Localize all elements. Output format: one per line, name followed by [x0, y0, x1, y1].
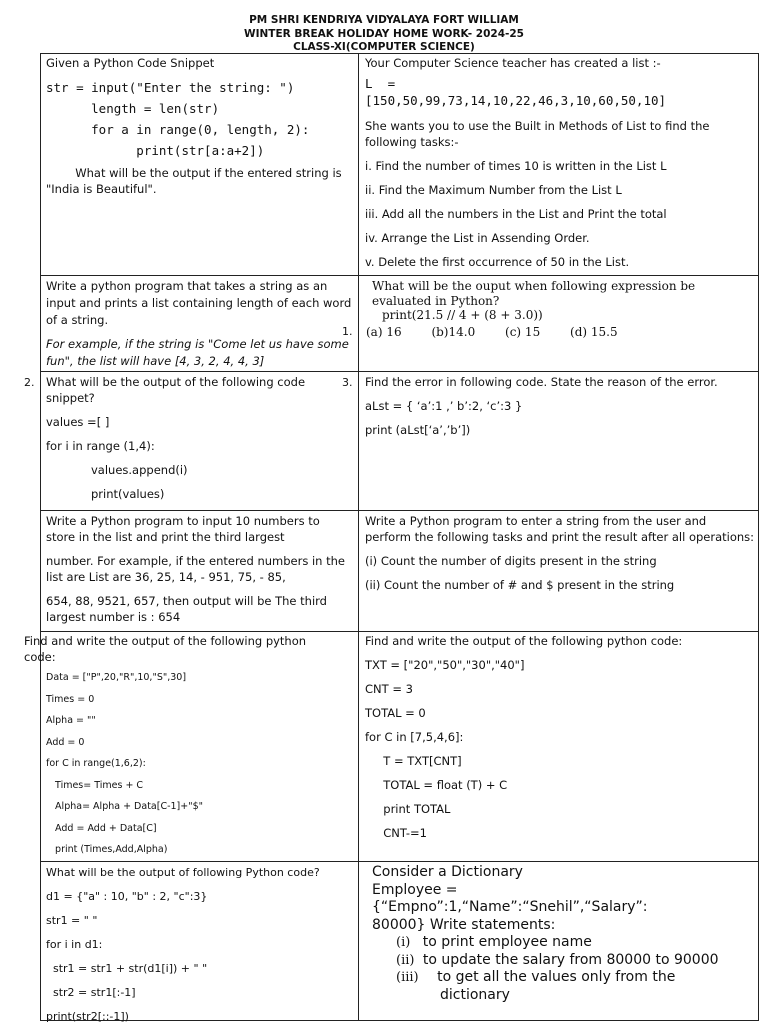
row-line: [40, 510, 759, 511]
snippet-prompt: What will be the output if the entered string is "India is Beautiful".: [46, 166, 346, 196]
expression-question: [366, 279, 752, 339]
append-text: What will be the output of the following code snippet?: [46, 375, 306, 405]
code-line: str2 = str1[:-1]: [46, 986, 136, 999]
question-number: 3.: [342, 376, 353, 389]
string-ops-task: (i) Count the number of digits present in the string: [365, 554, 657, 568]
code-line: print TOTAL: [365, 802, 451, 816]
code-line: d1 = {"a" : 10, "b" : 2, "c":3}: [46, 890, 208, 903]
option-c: (c) 15: [505, 324, 541, 339]
row-line: [40, 275, 759, 276]
word-length-text: Write a python program that takes a string as an input and prints a list containing length of each word of a string.: [46, 279, 352, 327]
employee-item: [372, 952, 756, 970]
employee-question: [372, 864, 756, 1004]
append-line: values.append(i): [91, 463, 188, 477]
table-divider: [358, 53, 359, 1021]
code-line: TXT = ["20","50","30","40"]: [365, 658, 525, 672]
expression-text: What will be the ouput when following expression be evaluated in Python?: [372, 279, 696, 308]
code-line: Alpha = "": [46, 715, 96, 726]
list-values: [150,50,99,73,14,10,22,46,3,10,60,50,10]: [365, 93, 667, 108]
append-line: print(values): [91, 487, 165, 501]
table-border-left: [40, 53, 41, 1021]
list-intro: Your Computer Science teacher has created a list :-: [365, 56, 661, 70]
employee-item: [372, 934, 756, 952]
word-length-example: For example, if the string is "Come let us have some fun", the list will have [4, 3, 2, 4, 4, 3]: [46, 337, 349, 368]
assignment-title: WINTER BREAK HOLIDAY HOME WORK- 2024-25: [244, 28, 524, 40]
employee-line: 80000} Write statements:: [372, 916, 556, 933]
code-line: CNT-=1: [365, 826, 427, 840]
expression-code: print(21.5 // 4 + (8 + 3.0)): [382, 308, 543, 322]
code-line: Alpha= Alpha + Data[C-1]+"$": [46, 801, 204, 812]
code-line: for C in range(1,6,2):: [46, 758, 146, 769]
list-task: iii. Add all the numbers in the List and Print the total: [365, 207, 667, 221]
snippet-code-line: str = input("Enter the string: "): [46, 80, 295, 95]
output-left-title: [24, 633, 354, 665]
list-question: [365, 55, 755, 270]
expression-options: [366, 325, 752, 340]
append-line: values =[ ]: [46, 415, 110, 429]
error-question: [365, 374, 755, 438]
code-line: str1 = " ": [46, 914, 98, 927]
word-length-question: [46, 278, 352, 370]
row-line: [40, 53, 759, 54]
snippet-code-line: for a in range(0, length, 2):: [46, 122, 310, 137]
employee-item-continuation: dictionary: [440, 986, 510, 1003]
employee-line: Employee =: [372, 881, 458, 898]
row-line: [40, 861, 759, 862]
question-number: 1.: [342, 325, 353, 338]
snippet-code-line: length = len(str): [46, 101, 220, 116]
code-line: print (Times,Add,Alpha): [46, 844, 168, 855]
list-name: L =: [365, 76, 396, 91]
employee-item-text: to get all the values only from the: [437, 969, 676, 985]
employee-item-text: to print employee name: [422, 934, 592, 950]
list-task: ii. Find the Maximum Number from the List L: [365, 183, 622, 197]
code-line: print(str2[::-1]): [46, 1010, 129, 1023]
append-question: [46, 374, 352, 502]
output-right-question: [365, 633, 755, 841]
employee-item: [372, 969, 756, 987]
string-ops-question: [365, 513, 755, 593]
school-name: PM SHRI KENDRIYA VIDYALAYA FORT WILLIAM: [249, 14, 519, 26]
code-line: Add = 0: [46, 736, 85, 748]
code-line: for i in d1:: [46, 938, 103, 951]
code-line: T = TXT[CNT]: [365, 754, 462, 768]
string-ops-text: Write a Python program to enter a string from the user and perform the following tasks and print the result after all operations:: [365, 514, 755, 544]
output-left-title-line: Find and write the output of the following python: [24, 634, 307, 648]
employee-item-number: (i): [396, 935, 411, 950]
code-line: CNT = 3: [365, 682, 413, 696]
employee-item-number: (ii): [396, 952, 415, 968]
output-left-code: [46, 667, 352, 861]
list-task: iv. Arrange the List in Assending Order.: [365, 231, 590, 245]
dict-output-title: What will be the output of following Python code?: [46, 866, 320, 879]
code-line: Data = ["P",20,"R",10,"S",30]: [46, 672, 187, 683]
employee-item-number: (iii): [396, 970, 419, 985]
snippet-title: Given a Python Code Snippet: [46, 56, 215, 70]
dict-output-question: [46, 865, 352, 1025]
output-right-title: Find and write the output of the following python code:: [365, 634, 683, 648]
error-text: Find the error in following code. State the reason of the error.: [365, 375, 718, 389]
list-instruction: She wants you to use the Built in Methods of List to find the following tasks:-: [365, 119, 710, 149]
table-border-right: [758, 53, 759, 1021]
code-line: TOTAL = float (T) + C: [365, 778, 508, 792]
row-line: [40, 631, 759, 632]
question-table: [24, 53, 759, 1023]
question-number: 2.: [24, 376, 35, 389]
string-ops-task: (ii) Count the number of # and $ present in the string: [365, 578, 675, 592]
code-line: for C in [7,5,4,6]:: [365, 730, 464, 744]
output-left-title-line: code:: [24, 650, 56, 664]
third-largest-line: Write a Python program to input 10 numbers to store in the list and print the third largest: [46, 514, 320, 544]
error-line: print (aLst[‘a’,’b’]): [365, 423, 471, 437]
code-line: str1 = str1 + str(d1[i]) + " ": [46, 962, 208, 975]
option-a: (a) 16: [366, 324, 402, 339]
code-line: TOTAL = 0: [365, 706, 426, 720]
third-largest-line: 654, 88, 9521, 657, then output will be The third largest number is : 654: [46, 594, 327, 624]
list-task: i. Find the number of times 10 is written in the List L: [365, 159, 667, 173]
snippet-code-line: print(str[a:a+2]): [46, 143, 265, 158]
list-task: v. Delete the first occurrence of 50 in the List.: [365, 255, 630, 269]
row-line: [40, 371, 759, 372]
third-largest-line: number. For example, if the entered numbers in the list are List are 36, 25, 14, - 951, 75, - 85,: [46, 554, 345, 584]
class-title: CLASS-XI(COMPUTER SCIENCE): [293, 41, 475, 53]
code-line: Times = 0: [46, 693, 95, 705]
error-line: aLst = { ‘a’:1 ,’ b’:2, ‘c’:3 }: [365, 399, 523, 413]
option-b: (b)14.0: [431, 324, 476, 339]
employee-line: {“Empno”:1,“Name”:“Snehil”,“Salary”:: [372, 899, 648, 915]
code-line: Add = Add + Data[C]: [46, 822, 157, 834]
snippet-question: [46, 55, 352, 197]
code-line: Times= Times + C: [46, 779, 144, 791]
third-largest-question: [46, 513, 352, 625]
option-d: (d) 15.5: [570, 324, 618, 339]
append-line: for i in range (1,4):: [46, 439, 155, 453]
employee-item-text: to update the salary from 80000 to 90000: [422, 951, 719, 968]
employee-title: Consider a Dictionary: [372, 864, 523, 880]
